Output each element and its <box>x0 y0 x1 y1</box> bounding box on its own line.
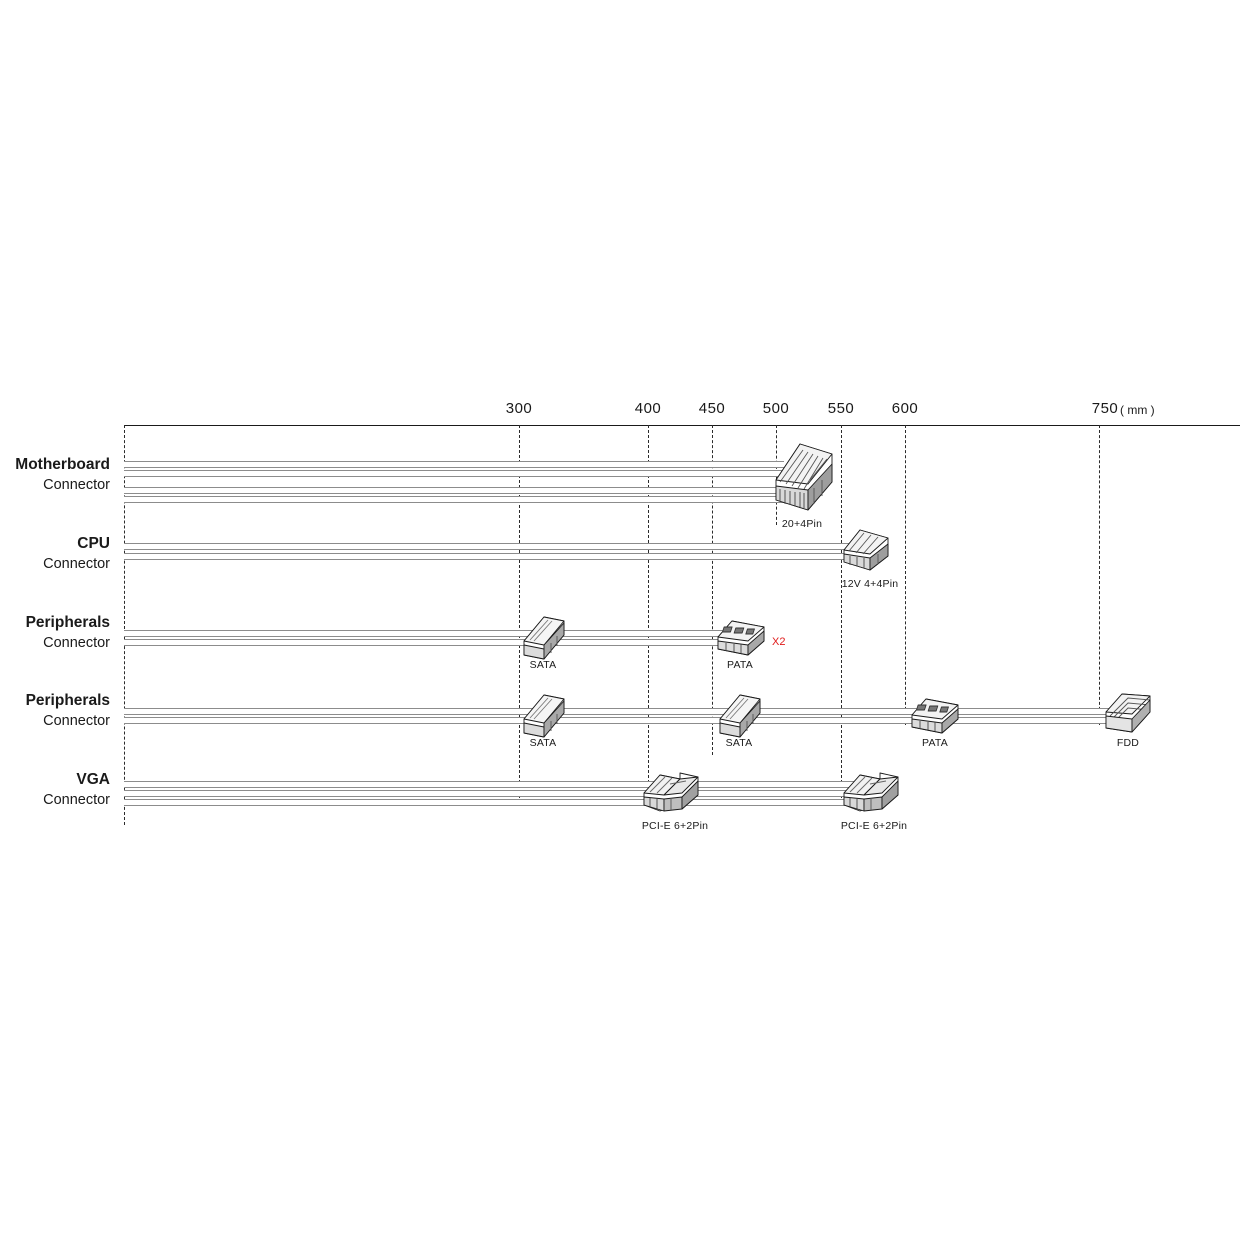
row-label-vga <box>0 770 110 810</box>
caption-12v-4-4pin: 12V 4+4Pin <box>841 578 899 590</box>
cable-vga-c <box>124 799 864 806</box>
connector-20-4pin <box>770 436 840 516</box>
cable-cpu-b <box>124 553 849 560</box>
scale-axis <box>124 425 1240 426</box>
cable-vga-a <box>124 781 864 788</box>
row-title: Peripherals <box>25 614 110 631</box>
cable-peripherals1-b <box>124 639 744 646</box>
scale-unit-label: ( mm ) <box>1120 403 1155 417</box>
cable-peripherals1-a <box>124 630 744 637</box>
row-title: CPU <box>77 535 110 552</box>
tick-label-550: 550 <box>827 400 855 417</box>
row-title: Peripherals <box>25 692 110 709</box>
connector-12v-4-4pin <box>840 524 894 576</box>
tick-label-750: 750 <box>1091 400 1119 417</box>
caption-pcie-6-2pin-2: PCI-E 6+2Pin <box>840 820 908 832</box>
connector-pata-2 <box>908 693 964 739</box>
row-title: VGA <box>76 771 110 788</box>
caption-sata-1: SATA <box>529 659 557 671</box>
caption-pata-1: PATA <box>727 659 753 671</box>
row-label-peripherals-1 <box>0 613 110 653</box>
row-subtitle: Connector <box>43 476 110 493</box>
cable-motherboard-b <box>124 470 784 477</box>
cable-peripherals2-b <box>124 717 1124 724</box>
row-label-motherboard <box>0 455 110 495</box>
tick-label-400: 400 <box>634 400 662 417</box>
guide-550 <box>841 425 842 803</box>
row-subtitle: Connector <box>43 791 110 808</box>
caption-pcie-6-2pin-1: PCI-E 6+2Pin <box>641 820 709 832</box>
caption-sata-3: SATA <box>725 737 753 749</box>
connector-sata-2 <box>518 689 570 741</box>
row-subtitle: Connector <box>43 634 110 651</box>
multiplier-pata-1: X2 <box>772 636 786 648</box>
caption-fdd: FDD <box>1116 737 1140 749</box>
caption-sata-2: SATA <box>529 737 557 749</box>
cable-motherboard-a <box>124 461 784 468</box>
caption-20-4pin: 20+4Pin <box>781 518 823 530</box>
guide-600 <box>905 425 906 725</box>
tick-label-450: 450 <box>698 400 726 417</box>
guide-750 <box>1099 425 1100 725</box>
caption-pata-2: PATA <box>922 737 948 749</box>
cable-cpu-a <box>124 543 849 550</box>
connector-fdd <box>1100 688 1156 738</box>
row-title: Motherboard <box>15 456 110 473</box>
connector-pcie-6-2pin-1 <box>640 767 708 819</box>
row-subtitle: Connector <box>43 555 110 572</box>
row-subtitle: Connector <box>43 712 110 729</box>
tick-label-600: 600 <box>891 400 919 417</box>
cable-peripherals2-a <box>124 708 1124 715</box>
cable-vga-b <box>124 790 864 797</box>
connector-sata-1 <box>518 611 570 663</box>
cable-motherboard-d <box>124 496 784 503</box>
cable-motherboard-c <box>124 487 784 494</box>
row-label-peripherals-2 <box>0 691 110 731</box>
connector-pata-1 <box>714 615 770 661</box>
tick-label-500: 500 <box>762 400 790 417</box>
guide-origin <box>124 425 125 825</box>
guide-400 <box>648 425 649 803</box>
connector-sata-3 <box>714 689 766 741</box>
tick-label-300: 300 <box>505 400 533 417</box>
connector-pcie-6-2pin-2 <box>840 767 908 819</box>
row-label-cpu <box>0 534 110 574</box>
